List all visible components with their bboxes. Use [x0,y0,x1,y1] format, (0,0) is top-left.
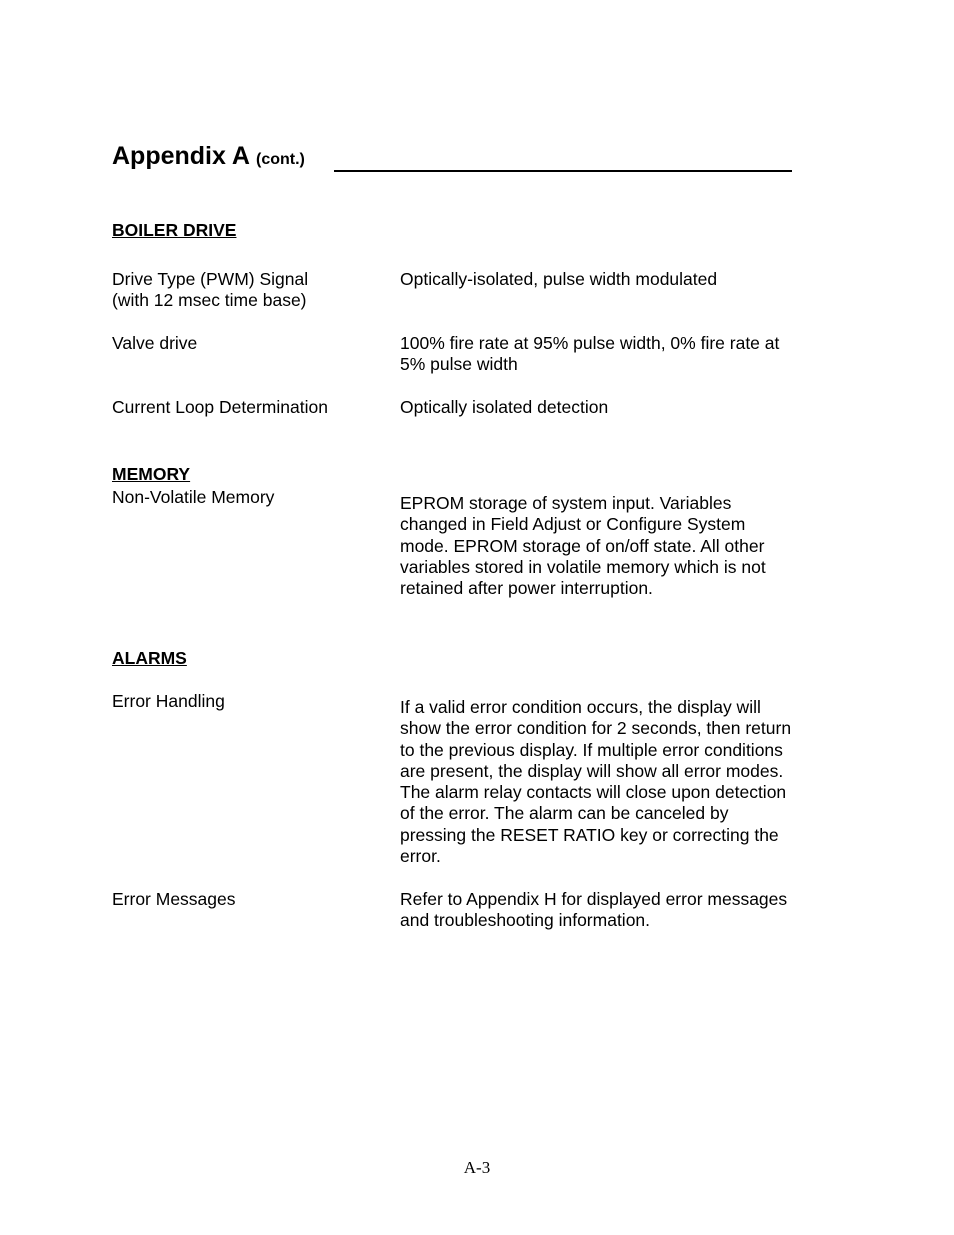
section-heading-boiler-drive: BOILER DRIVE [112,220,237,240]
spec-value-line: The alarm relay contacts will close upon detection [400,782,787,803]
spec-label-error-handling [112,691,382,712]
section-heading-memory: MEMORY [112,464,191,484]
page-title-subtitle: (cont.) [256,151,305,168]
spec-value-line: retained after power interruption. [400,578,653,599]
spec-label-line: Drive Type (PWM) Signal [112,269,309,289]
spec-value-line: error. [400,846,441,867]
spec-value-line: EPROM storage of system input. Variables [400,493,732,513]
spec-value-line: pressing the RESET RATIO key or correcting the [400,824,779,845]
spec-value-line: show the error condition for 2 seconds, then return [400,718,792,739]
spec-value-line: are present, the display will show all error modes. [400,760,784,781]
spec-value-line: If a valid error condition occurs, the display will [400,697,761,717]
spec-value-non-volatile-memory [400,493,825,599]
page-title [112,138,305,178]
page-number: A-3 [463,1158,491,1177]
spec-value-line: of the error. The alarm can be canceled by [400,803,729,824]
spec-label-drive-type [112,269,382,312]
spec-value-line: changed in Field Adjust or Configure System [400,514,746,535]
spec-value-error-messages [400,889,825,932]
spec-value-line: Optically-isolated, pulse width modulated [400,269,718,289]
spec-value-line: 100% fire rate at 95% pulse width, 0% fire rate at [400,333,780,353]
title-underline-rule [334,170,792,172]
spec-value-valve-drive [400,333,825,376]
spec-label-line: (with 12 msec time base) [112,290,307,311]
spec-value-line: 5% pulse width [400,354,518,375]
spec-label-valve-drive [112,333,382,354]
spec-label-current-loop [112,397,382,418]
spec-value-line: and troubleshooting information. [400,910,651,931]
spec-value-line: variables stored in volatile memory which is not [400,556,766,577]
spec-label-line: Error Handling [112,691,225,711]
section-heading-alarms: ALARMS [112,648,187,668]
spec-label-line: Non-Volatile Memory [112,487,275,507]
spec-label-non-volatile-memory [112,487,382,508]
spec-value-current-loop [400,397,825,418]
spec-label-line: Current Loop Determination [112,397,328,417]
spec-label-error-messages [112,889,382,910]
spec-value-line: Refer to Appendix H for displayed error messages [400,889,788,909]
page-title-text: Appendix A [112,142,250,170]
spec-label-line: Error Messages [112,889,236,909]
spec-value-line: to the previous display. If multiple error conditions [400,739,783,760]
spec-value-line: Optically isolated detection [400,397,609,417]
spec-value-drive-type [400,269,825,290]
spec-value-line: mode. EPROM storage of on/off state. All other [400,535,765,556]
page-header [112,138,812,178]
spec-label-line: Valve drive [112,333,198,353]
spec-value-error-handling [400,697,825,867]
